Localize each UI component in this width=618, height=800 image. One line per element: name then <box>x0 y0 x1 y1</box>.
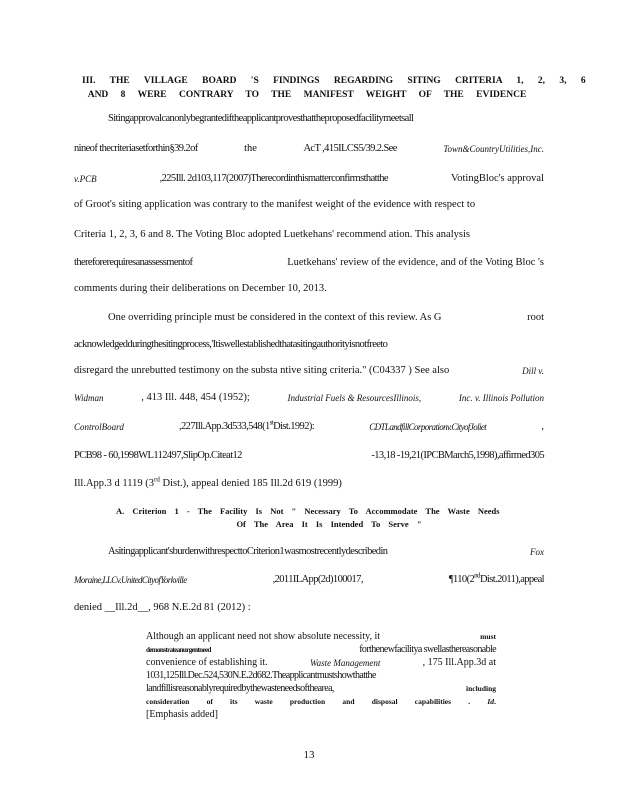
para2-citation-widman: Widman <box>74 393 104 403</box>
para3-citation-fox-moraine: Moraine,LLCv.UnitedCityofYorkville <box>74 575 187 585</box>
para2-text-1b: root <box>527 312 544 323</box>
para2-text-5c: Dist.1992): <box>273 421 315 432</box>
para1-text-2b: the <box>244 143 257 154</box>
quote-text-6d: waste <box>254 697 273 706</box>
para1-text-4: of Groot's siting application was contrary to the manifest weight of the evidence with respect to <box>74 199 476 210</box>
para2-text-6b: -13,18 -19,21(IPCBMarch5,1998),affirmed305 <box>371 450 544 461</box>
para2-citation-industrial-fuels: Industrial Fuels & ResourcesIllinois, <box>287 393 422 403</box>
quote-text-6h: capabilities <box>414 697 452 706</box>
para3-line-2 <box>74 573 544 587</box>
quote-line-4 <box>146 669 496 683</box>
para1-text-2c: AcT ,415ILCS5/39.2.See <box>303 143 397 154</box>
quote-text-5a: landfillisreasonablyrequiredbythewasteneedsofthearea, <box>146 683 334 694</box>
para2-sup-7: rd <box>154 475 160 484</box>
para1-text-2a: nineof thecriteriasetforthin§39.2of <box>74 143 198 154</box>
quote-text-6e: production <box>289 697 326 706</box>
para1-text-6a: thereforerequiresanassessmentof <box>74 257 193 268</box>
quote-text-6k: . <box>494 697 496 706</box>
para3-line-3 <box>74 601 544 615</box>
para3-text-2d: Dist.2011),appeal <box>479 574 544 585</box>
para2-line-4 <box>74 391 544 405</box>
para1-line-5 <box>74 228 544 242</box>
para2-text-3a: disregard the unrebutted testimony on the substa ntive siting criteria." (C04337 ) See also <box>74 365 450 376</box>
para2-line-1 <box>108 311 544 325</box>
para3-citation-fox: Fox <box>530 547 544 557</box>
para2-text-5b: ,227Ill.App.3d533,548(1 <box>179 421 270 432</box>
quote-text-6b: of <box>206 697 213 706</box>
para1-line-3 <box>74 172 544 186</box>
subheading-line-2 <box>116 517 542 531</box>
para2-text-1a: One overriding principle must be considered in the context of this review. As G <box>108 312 442 323</box>
quote-line-1 <box>146 630 496 644</box>
quote-text-6c: its <box>230 697 238 706</box>
para3-sup-2: nd <box>474 571 480 580</box>
para1-citation-pcb: v.PCB <box>74 174 97 184</box>
para2-line-7 <box>74 477 544 491</box>
quote-text-5b: including <box>465 684 496 693</box>
heading-text-1: III. THE VILLAGE BOARD 'S FINDINGS REGARDING SITING CRITERIA 1, 2, 3, 6 <box>82 76 586 86</box>
para2-line-6 <box>74 449 544 463</box>
para2-citation-control-board: ControlBoard <box>74 422 124 432</box>
para1-text-6b: Luetkehans' review of the evidence, and of the Voting Bloc 's <box>287 257 544 268</box>
para1-line-7 <box>74 282 544 296</box>
quote-text-2a: demonstrateanurgentneed <box>146 646 211 654</box>
para2-text-7b: Dist.), appeal denied 185 Ill.2d 619 (1999) <box>162 478 342 489</box>
quote-text-6g: disposal <box>371 697 398 706</box>
para1-line-6 <box>74 256 544 270</box>
section-heading-line-2 <box>82 88 532 102</box>
quote-text-6a: consideration <box>146 697 190 706</box>
section-heading-line-1 <box>82 74 586 88</box>
para2-text-4b: , 413 Ill. 448, 454 (1952); <box>141 392 250 403</box>
para3-line-1 <box>108 545 544 559</box>
quote-text-6i: . <box>468 697 471 706</box>
quote-line-3 <box>146 656 496 670</box>
quote-text-7: [Emphasis added] <box>146 709 218 720</box>
para1-line-2 <box>74 142 544 156</box>
para1-line-1 <box>108 112 544 126</box>
quote-text-3a: convenience of establishing it. <box>146 657 268 668</box>
subheading-line-1 <box>116 504 542 518</box>
para1-text-3b: ,225Ill. 2d103,117(2007)Therecordinthismatterconfirmsthatthe <box>159 173 388 184</box>
para2-citation-pollution: Inc. v. Illinois Pollution <box>458 393 544 403</box>
quote-line-5 <box>146 682 496 696</box>
para2-citation-cdt: CDTLandfillCorporationv.CityofJoliet <box>369 422 487 432</box>
para2-line-3 <box>74 364 544 378</box>
para1-text-5: Criteria 1, 2, 3, 6 and 8. The Voting Bloc adopted Luetkehans' recommend ation. This analysis <box>74 229 470 240</box>
para2-text-2: acknowledgedduringthesitingprocess,'Itiswellestablishedthatasitingauthorityisnotfreeto <box>74 339 388 350</box>
quote-text-3c: , 175 Ill.App.3d at <box>422 657 496 668</box>
para3-text-3: denied __Ill.2d__, 968 N.E.2d 81 (2012) : <box>74 602 251 613</box>
para2-text-7a: Ill.App.3 d 1119 (3 <box>74 478 155 489</box>
quote-text-6f: and <box>342 697 355 706</box>
para3-text-2b: ,2011ILApp(2d)100017, <box>272 574 363 585</box>
quote-citation-id: Id <box>487 697 495 706</box>
subheading-text-2: Of The Area It Is Intended To Serve " <box>236 519 422 529</box>
para3-text-2c: ¶110(2 <box>448 574 475 585</box>
quote-line-2 <box>146 643 496 657</box>
heading-text-2: AND 8 WERE CONTRARY TO THE MANIFEST WEIGHT OF THE EVIDENCE <box>87 90 527 100</box>
quote-citation-waste-mgmt: Waste Management <box>309 658 381 668</box>
para2-text-5e: , <box>541 421 544 432</box>
para1-citation-town-country: Town&CountryUtilities,Inc. <box>443 144 544 154</box>
para1-line-4 <box>74 198 544 212</box>
subheading-text-1: A. Criterion 1 - The Facility Is Not " Necessary To Accommodate The Waste Needs <box>116 506 500 516</box>
quote-text-1a: Although an applicant need not show absolute necessity, it <box>146 631 381 642</box>
para3-text-1a: Asitingapplicant'sburdenwithrespecttoCriterion1wasmostrecentlydescribedin <box>108 546 388 557</box>
para1-text-3c: VotingBloc's approval <box>451 173 544 184</box>
para1-text-7: comments during their deliberations on December 10, 2013. <box>74 283 327 294</box>
quote-line-6 <box>146 695 496 709</box>
para2-text-6a: PCB98 - 60,1998WL112497,SlipOp.Citeat12 <box>74 450 242 461</box>
para2-sup-5: st <box>269 418 274 427</box>
page-number: 13 <box>303 749 315 761</box>
para2-line-5 <box>74 420 544 434</box>
quote-text-2b: forthenewfacilitya swellasthereasonable <box>359 644 496 655</box>
para2-line-2 <box>74 338 544 352</box>
para1-text-1: Sitingapprovalcanonlybegrantediftheapplicantprovesthattheproposedfacilitymeetsall <box>108 113 414 124</box>
quote-text-4: 1031,125Ill.Dec.524,530N.E.2d682.Theapplicantmustshowthatthe <box>146 670 376 681</box>
quote-line-7 <box>146 708 496 722</box>
para2-citation-dill: Dill v. <box>522 366 544 376</box>
quote-text-1b: must <box>480 632 496 641</box>
